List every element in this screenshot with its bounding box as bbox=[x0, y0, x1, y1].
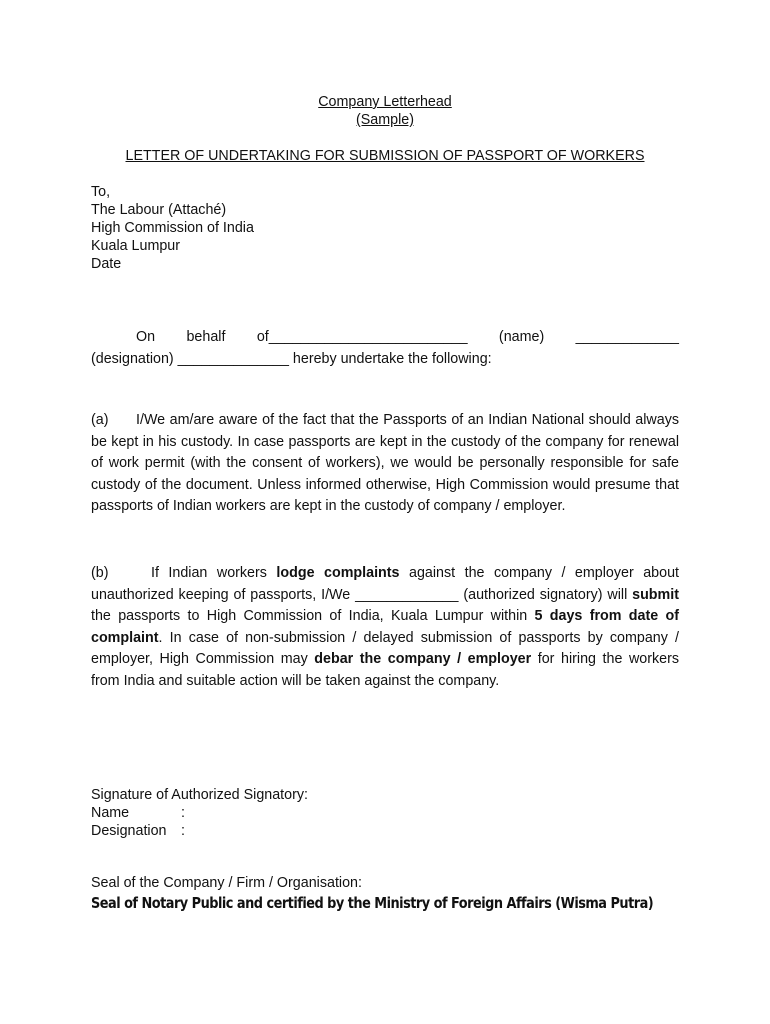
paragraph-a-text: I/We am/are aware of the fact that the Passports of an Indian National should always be kept in his custody. In case passports are kept in the custody of the company for renewal of work permit (with the consent of workers), we would be personally responsible for safe custody of the document. Unless informed otherwise, High Commission would presume that passports of Indian workers are kept in the custody of company / employer. bbox=[91, 412, 679, 514]
paragraph-b-text-3: the passports to High Commission of India, Kuala Lumpur within bbox=[91, 608, 535, 624]
letter-title: LETTER OF UNDERTAKING FOR SUBMISSION OF PASSPORT OF WORKERS bbox=[125, 148, 645, 164]
paragraph-b-bold-3: 5 days from date of complaint bbox=[91, 608, 679, 646]
paragraph-a-label: (a) bbox=[91, 412, 109, 428]
paragraph-b-text-5: for hiring the workers from India and suitable action will be taken against the company. bbox=[91, 651, 680, 689]
paragraph-b-bold-1: lodge complaints bbox=[276, 565, 400, 581]
notary-seal-line: Seal of Notary Public and certified by the Ministry of Foreign Affairs (Wisma Putra) bbox=[91, 894, 654, 912]
name-colon: : bbox=[181, 805, 185, 821]
designation-colon: : bbox=[181, 823, 185, 839]
paragraph-b bbox=[91, 563, 679, 692]
intro-line-2: (designation) ______________ hereby undertake the following: bbox=[91, 350, 492, 367]
address-line-1: The Labour (Attaché) bbox=[91, 202, 227, 218]
address-line-3: Kuala Lumpur bbox=[91, 238, 181, 254]
paragraph-b-text-1: If Indian workers bbox=[151, 565, 277, 581]
paragraph-b-bold-2: submit bbox=[632, 586, 679, 603]
signature-name-row bbox=[91, 804, 679, 822]
company-seal-line: Seal of the Company / Firm / Organisation: bbox=[91, 875, 362, 891]
name-label: Name bbox=[91, 805, 130, 821]
paragraph-b-bold-4: debar the company / employer bbox=[314, 651, 532, 667]
letterhead-title: Company Letterhead bbox=[318, 94, 452, 110]
signature-heading: Signature of Authorized Signatory: bbox=[91, 787, 308, 803]
intro-paragraph bbox=[91, 327, 679, 370]
recipient-address bbox=[91, 183, 679, 273]
paragraph-b-label: (b) bbox=[91, 565, 109, 581]
paragraph-b-text-4: . In case of non-submission / delayed submission of passports by company / employer, High Commission may bbox=[91, 629, 679, 667]
signature-designation-row bbox=[91, 822, 679, 840]
intro-line-1: On behalf of_________________________ (name) _____________ bbox=[136, 329, 679, 345]
paragraph-a bbox=[91, 410, 679, 518]
designation-label: Designation bbox=[91, 823, 167, 839]
sample-label: (Sample) bbox=[356, 112, 414, 128]
paragraph-b-text-2: against the company / employer about unauthorized keeping of passports, I/We _____________ (authorized signatory) will bbox=[91, 565, 679, 603]
address-date: Date bbox=[91, 256, 122, 272]
signature-block bbox=[91, 786, 679, 840]
address-line-2: High Commission of India bbox=[91, 220, 254, 236]
address-to: To, bbox=[91, 184, 111, 200]
